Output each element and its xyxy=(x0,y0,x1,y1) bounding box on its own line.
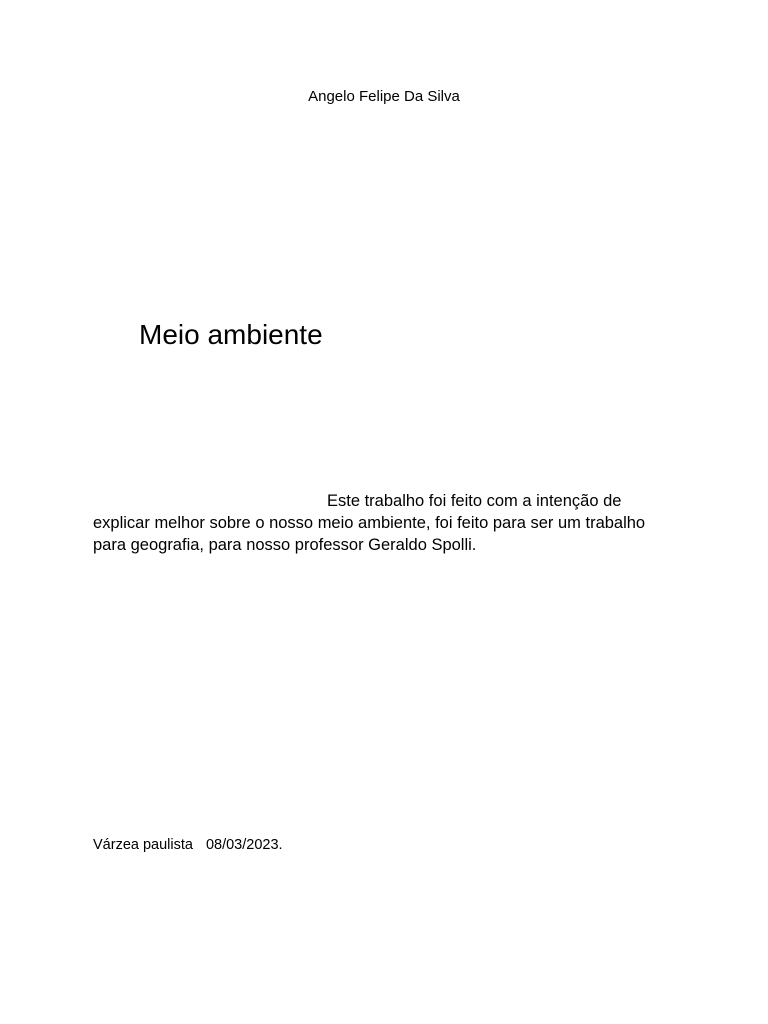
author-name: Angelo Felipe Da Silva xyxy=(308,88,460,105)
document-title: Meio ambiente xyxy=(139,319,323,350)
date-text: 08/03/2023. xyxy=(205,837,283,853)
place-text: Várzea paulista xyxy=(93,837,193,853)
place-date-line xyxy=(93,836,283,854)
intro-paragraph: Este trabalho foi feito com a intenção de explicar melhor sobre o nosso meio ambiente, foi feito para ser um trabalho para geografia, para nosso professor Geraldo Spolli. xyxy=(93,492,646,554)
